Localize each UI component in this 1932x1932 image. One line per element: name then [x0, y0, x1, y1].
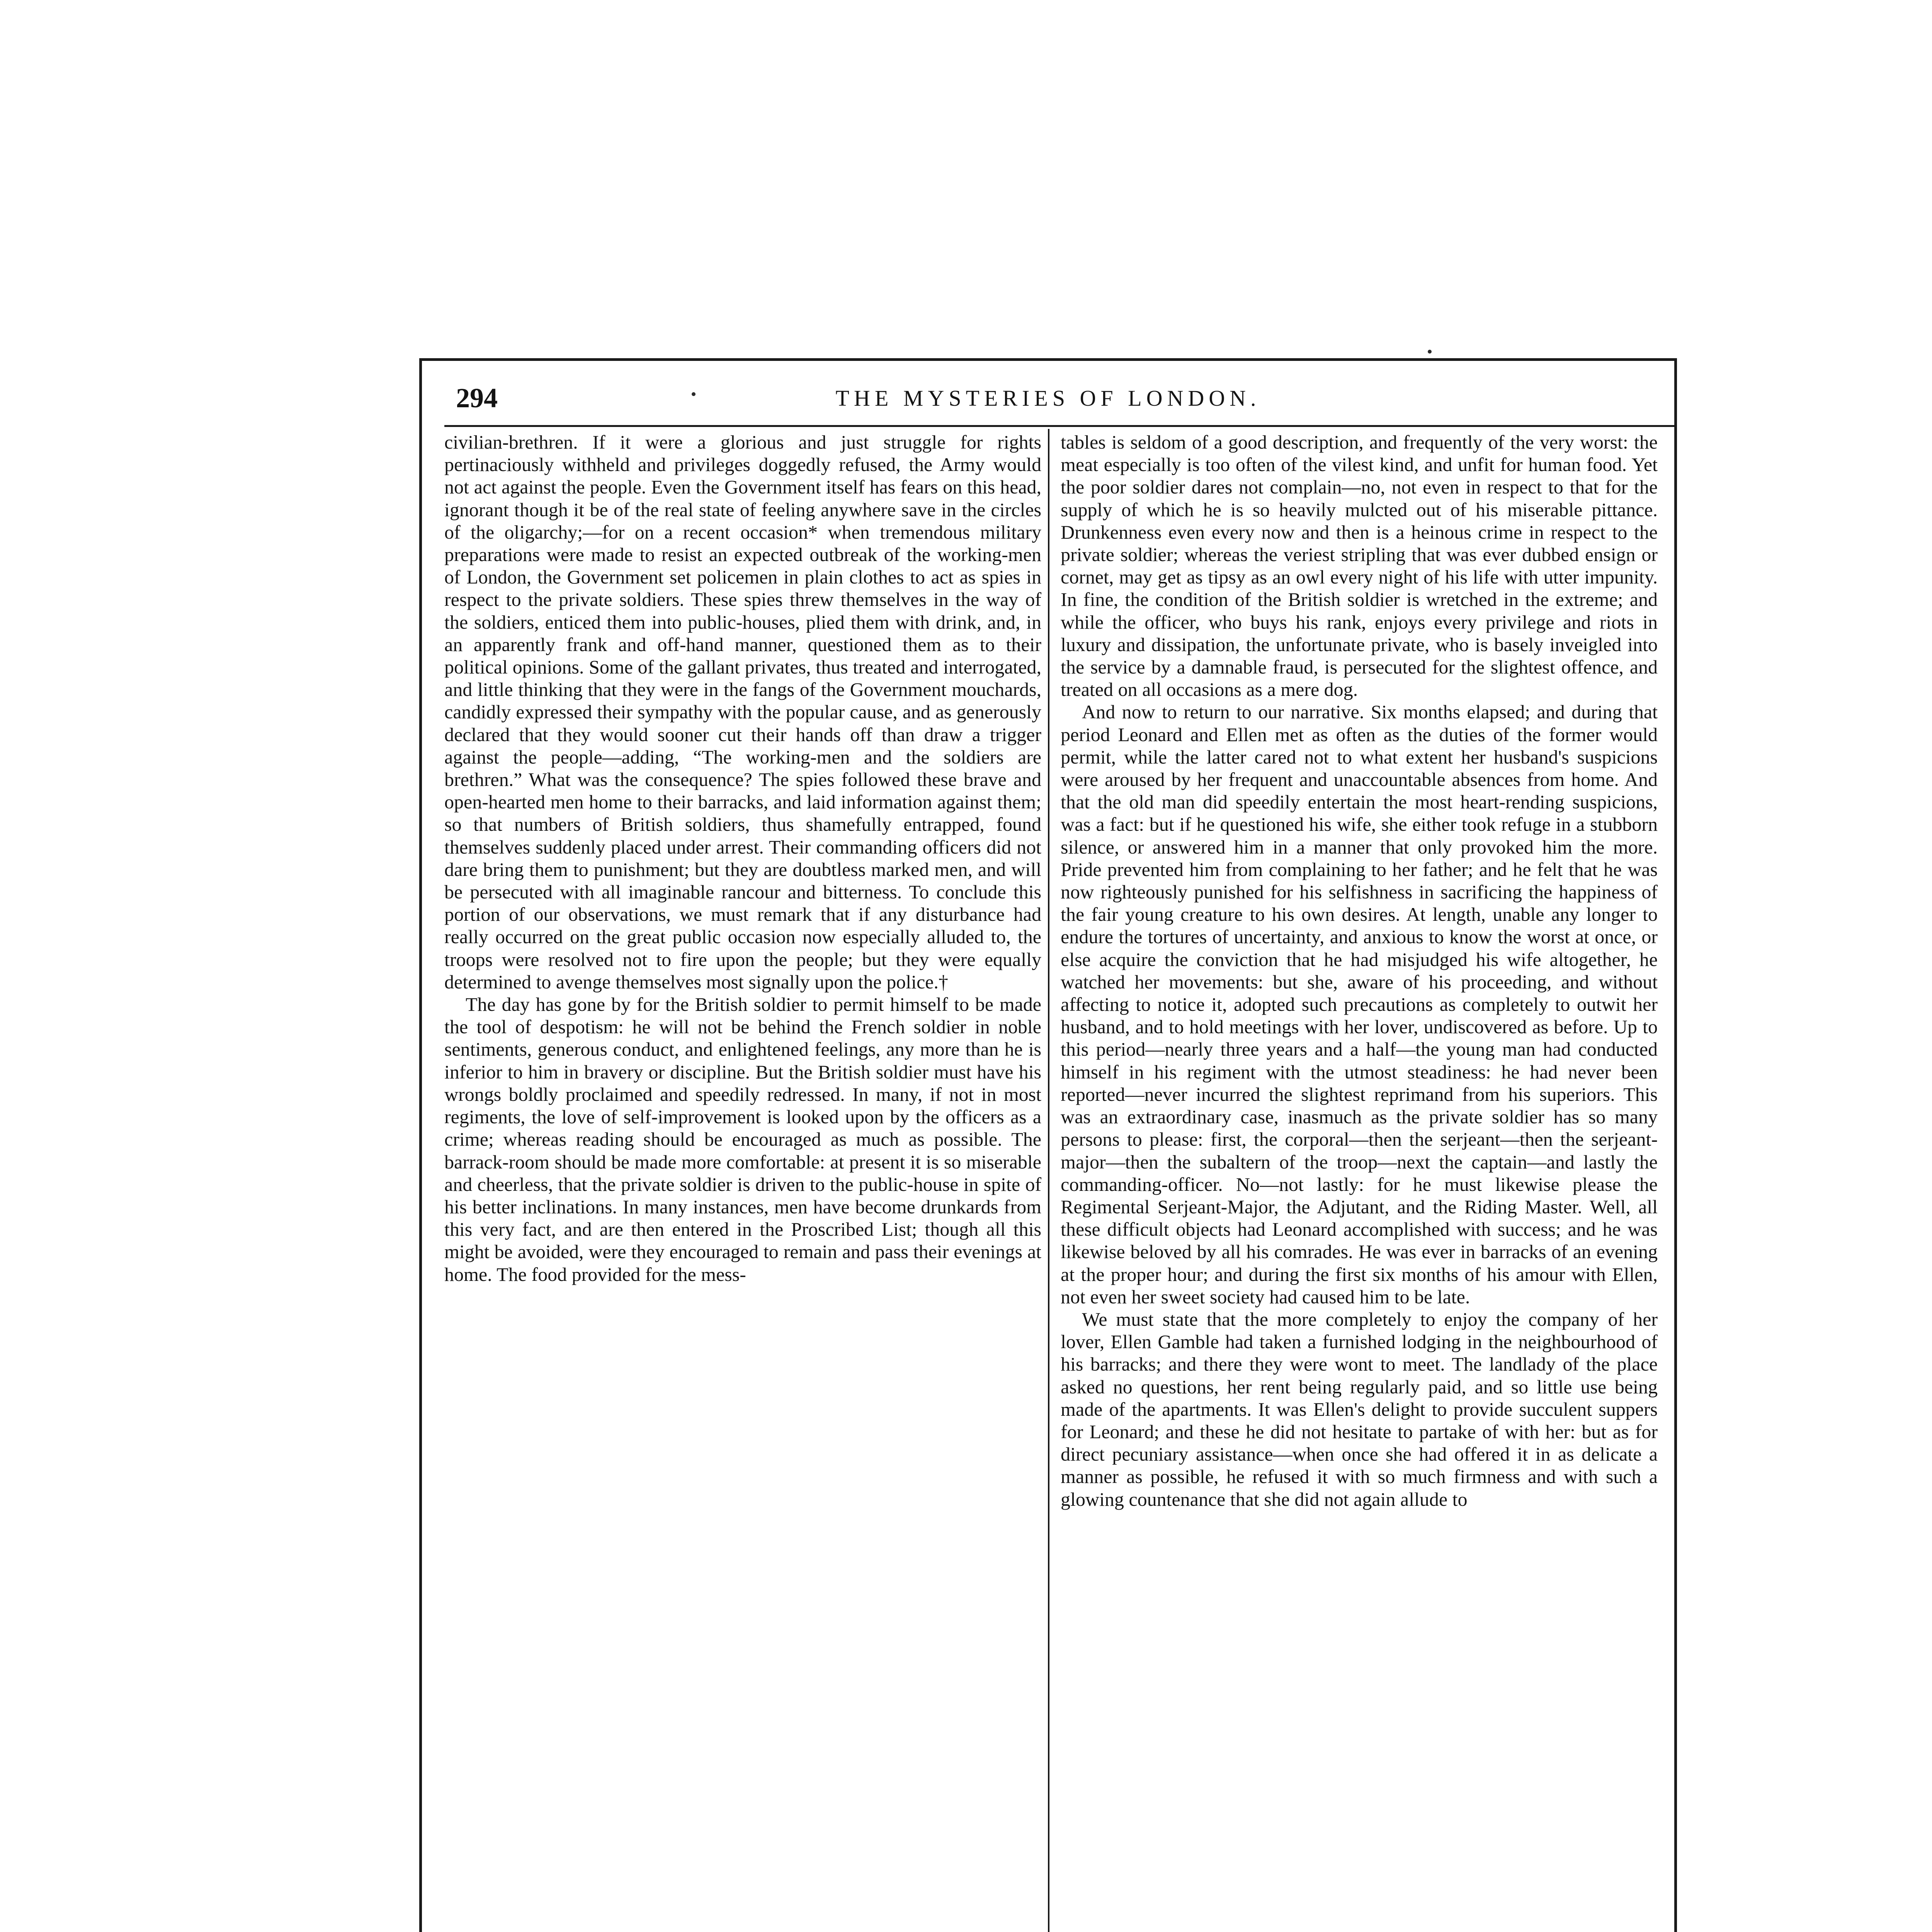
body-paragraph: We must state that the more completely to enjoy the company of her lover, Ellen Gamble had taken a furnished lodging in the neighbourhood of his barracks; and there they were wont to meet. The landlady of the place asked no questions, her rent being regularly paid, and so little use being made of the apartments. It was Ellen's delight to provide succulent suppers for Leonard; and these he did not hesitate to partake of with her: but as for direct pecuniary assistance—when once she had offered it in as delicate a manner as possible, he refused it with so much firmness and with such a glowing countenance that she did not again allude to	[1061, 1308, 1658, 1510]
body-paragraph: The day has gone by for the British soldier to permit himself to be made the tool of despotism: he will not be behind the French soldier in noble sentiments, generous conduct, and enlightened feelings, any more than he is inferior to him in bravery or discipline. But the British soldier must have his wrongs boldly proclaimed and speedily redressed. In many, if not in most regiments, the love of self-improvement is looked upon by the officers as a crime; whereas reading should be encouraged as much as possible. The barrack-room should be made more comfortable: at present it is so miserable and cheerless, that the private soldier is driven to the public-house in spite of his better inclinations. In many instances, men have become drunkards from this very fact, and are then entered in the Proscribed List; though all this might be avoided, were they encouraged to remain and pass their evenings at home. The food provided for the mess-	[444, 993, 1041, 1285]
right-column	[1061, 431, 1658, 1932]
left-column	[444, 431, 1041, 1932]
column-divider	[1048, 429, 1049, 1932]
running-title: THE MYSTERIES OF LONDON.	[835, 385, 1261, 411]
body-paragraph: tables is seldom of a good description, and frequently of the very worst: the meat especially is too often of the vilest kind, and unfit for human food. Yet the poor soldier dares not complain—no, not even in respect to that for the supply of which he is so heavily mulcted out of his miserable pittance. Drunkenness even every now and then is a heinous crime in respect to the private soldier; whereas the veriest stripling that was ever dubbed ensign or cornet, may get as tipsy as an owl every night of his life with utter impunity. In fine, the condition of the British soldier is wretched in the extreme; and while the officer, who buys his rank, enjoys every privilege and riots in luxury and dissipation, the unfortunate private, who is basely inveigled into the service by a damnable fraud, is persecuted for the slightest offence, and treated on all occasions as a mere dog.	[1061, 431, 1658, 701]
page-header	[419, 377, 1677, 419]
body-paragraph: And now to return to our narrative. Six months elapsed; and during that period Leonard and Ellen met as often as the duties of the former would permit, while the latter cared not to what extent her husband's suspicions were aroused by her frequent and unaccountable absences from home. And that the old man did speedily entertain the most heart-rending suspicions, was a fact: but if he questioned his wife, she either took refuge in a stubborn silence, or answered him in a manner that only provoked him the more. Pride prevented him from complaining to her father; and he felt that he was now righteously punished for his selfishness in sacrificing the happiness of the fair young creature to his own desires. At length, unable any longer to endure the tortures of uncertainty, and anxious to know the worst at once, or else acquire the conviction that he had misjudged his wife altogether, he watched her movements: but she, aware of his proceeding, and without affecting to notice it, adopted such precautions as completely to outwit her husband, and to hold meetings with her lover, undiscovered as before. Up to this period—nearly three years and a half—the young man had conducted himself in his regiment with the utmost steadiness: he had never been reported—never incurred the slightest reprimand from his superiors. This was an extraordinary case, inasmuch as the private soldier has so many persons to please: first, the corporal—then the serjeant—then the serjeant-major—then the subaltern of the troop—next the captain—and lastly the commanding-officer. No—not lastly: for he must likewise please the Regimental Serjeant-Major, the Adjutant, and the Riding Master. Well, all these difficult objects had Leonard accomplished with success; and he was likewise beloved by all his comrades. He was ever in barracks of an evening at the proper hour; and during the first six months of his amour with Ellen, not even her sweet society had caused him to be late.	[1061, 701, 1658, 1308]
header-rule	[444, 425, 1677, 427]
page-number: 294	[456, 382, 498, 413]
ink-speck	[1428, 350, 1432, 354]
body-paragraph: civilian-brethren. If it were a glorious and just struggle for rights pertinaciously withheld and privileges doggedly refused, the Army would not act against the people. Even the Government itself has fears on this head, ignorant though it be of the real state of feeling anywhere save in the circles of the oligarchy;—for on a recent occasion* when tremendous military preparations were made to resist an expected outbreak of the working-men of London, the Government set policemen in plain clothes to act as spies in respect to the private soldiers. These spies threw themselves in the way of the soldiers, enticed them into public-houses, plied them with drink, and, in an apparently frank and off-hand manner, questioned them as to their political opinions. Some of the gallant privates, thus treated and interrogated, and little thinking that they were in the fangs of the Government mouchards, candidly expressed their sympathy with the popular cause, and as generously declared that they would sooner cut their hands off than draw a trigger against the people—adding, “The working-men and the soldiers are brethren.” What was the consequence? The spies followed these brave and open-hearted men home to their barracks, and laid information against them; so that numbers of British soldiers, thus shamefully entrapped, found themselves suddenly placed under arrest. Their commanding officers did not dare bring them to punishment; but they are doubtless marked men, and will be persecuted with all imaginable rancour and bitterness. To conclude this portion of our observations, we must remark that if any disturbance had really occurred on the great public occasion now especially alluded to, the troops were resolved not to fire upon the people; but they were equally determined to avenge themselves most signally upon the police.†	[444, 431, 1041, 993]
